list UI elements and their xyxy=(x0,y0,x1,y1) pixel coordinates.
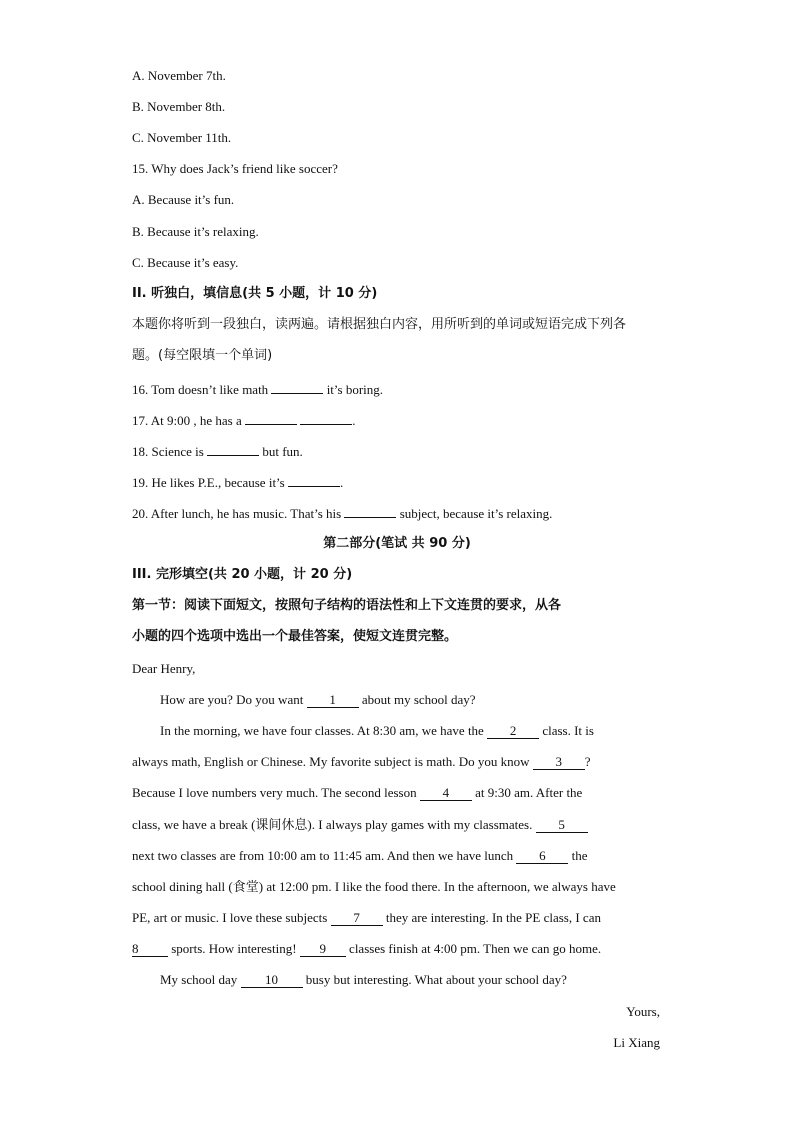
cloze-blank-7[interactable]: 7 xyxy=(331,911,383,926)
cloze-blank-1[interactable]: 1 xyxy=(307,693,359,708)
answer-blank-17b[interactable] xyxy=(300,410,352,425)
cloze-blank-9[interactable]: 9 xyxy=(300,942,346,957)
cloze-blank-2[interactable]: 2 xyxy=(487,724,539,739)
question-20: 20. After lunch, he has music. That’s his subject, because it’s relaxing. xyxy=(132,503,662,523)
section-3-heading: III. 完形填空(共 20 小题，计 20 分) xyxy=(132,567,353,582)
letter-line-4: Because I love numbers very much. The second lesson 4 at 9:30 am. After the xyxy=(132,785,583,800)
sub-heading-line1: 第一节：阅读下面短文，按照句子结构的语法性和上下文连贯的要求，从各 xyxy=(132,598,562,613)
letter-line-1: How are you? Do you want 1 about my school day? xyxy=(160,692,476,707)
option-15-b: B. Because it’s relaxing. xyxy=(132,224,259,239)
answer-blank-18[interactable] xyxy=(207,441,259,456)
letter-line-9: 8 sports. How interesting! 9 classes finish at 4:00 pm. Then we can go home. xyxy=(132,941,602,956)
letter-line-8: PE, art or music. I love these subjects 7 they are interesting. In the PE class, I can xyxy=(132,910,601,925)
section-2-instruction-line2: 题。(每空限填一个单词) xyxy=(132,348,273,363)
part-2-title: 第二部分(笔试 共 90 分) xyxy=(323,536,471,551)
option-15-a: A. Because it’s fun. xyxy=(132,192,235,207)
answer-blank-16[interactable] xyxy=(271,379,323,394)
question-18: 18. Science is but fun. xyxy=(132,441,662,461)
letter-closing: Yours, xyxy=(626,1004,660,1019)
cloze-blank-10[interactable]: 10 xyxy=(241,973,303,988)
answer-blank-20[interactable] xyxy=(344,503,396,518)
cloze-blank-3[interactable]: 3 xyxy=(533,755,585,770)
section-2-heading: II. 听独白，填信息(共 5 小题，计 10 分) xyxy=(132,286,378,301)
section-2-instruction-line1: 本题你将听到一段独白，读两遍。请根据独白内容，用所听到的单词或短语完成下列各 xyxy=(132,317,627,332)
cloze-blank-4[interactable]: 4 xyxy=(420,786,472,801)
answer-blank-19[interactable] xyxy=(288,472,340,487)
option-15-c: C. Because it’s easy. xyxy=(132,255,239,270)
letter-line-5: class, we have a break (课间休息). I always play games with my classmates. 5 xyxy=(132,816,662,834)
letter-line-10: My school day 10 busy but interesting. What about your school day? xyxy=(160,972,567,987)
letter-line-6: next two classes are from 10:00 am to 11:45 am. And then we have lunch 6 the xyxy=(132,848,588,863)
option-14-a: A. November 7th. xyxy=(132,68,226,83)
letter-line-2: In the morning, we have four classes. At 8:30 am, we have the 2 class. It is xyxy=(160,723,594,738)
letter-line-3: always math, English or Chinese. My favorite subject is math. Do you know 3 ? xyxy=(132,754,591,769)
answer-blank-17a[interactable] xyxy=(245,410,297,425)
question-19: 19. He likes P.E., because it’s . xyxy=(132,472,662,492)
question-17: 17. At 9:00 , he has a . xyxy=(132,410,662,430)
option-14-c: C. November 11th. xyxy=(132,130,232,145)
letter-greeting: Dear Henry, xyxy=(132,661,196,676)
letter-line-7: school dining hall (食堂) at 12:00 pm. I like the food there. In the afternoon, we always have xyxy=(132,879,616,894)
option-14-b: B. November 8th. xyxy=(132,99,226,114)
sub-heading-line2: 小题的四个选项中选出一个最佳答案，使短文连贯完整。 xyxy=(132,629,458,644)
question-16: 16. Tom doesn’t like math it’s boring. xyxy=(132,379,662,399)
question-15: 15. Why does Jack’s friend like soccer? xyxy=(132,161,338,176)
cloze-blank-6[interactable]: 6 xyxy=(516,849,568,864)
letter-signature: Li Xiang xyxy=(613,1035,660,1050)
cloze-blank-8[interactable]: 8 xyxy=(132,942,168,957)
cloze-blank-5[interactable]: 5 xyxy=(536,818,588,833)
